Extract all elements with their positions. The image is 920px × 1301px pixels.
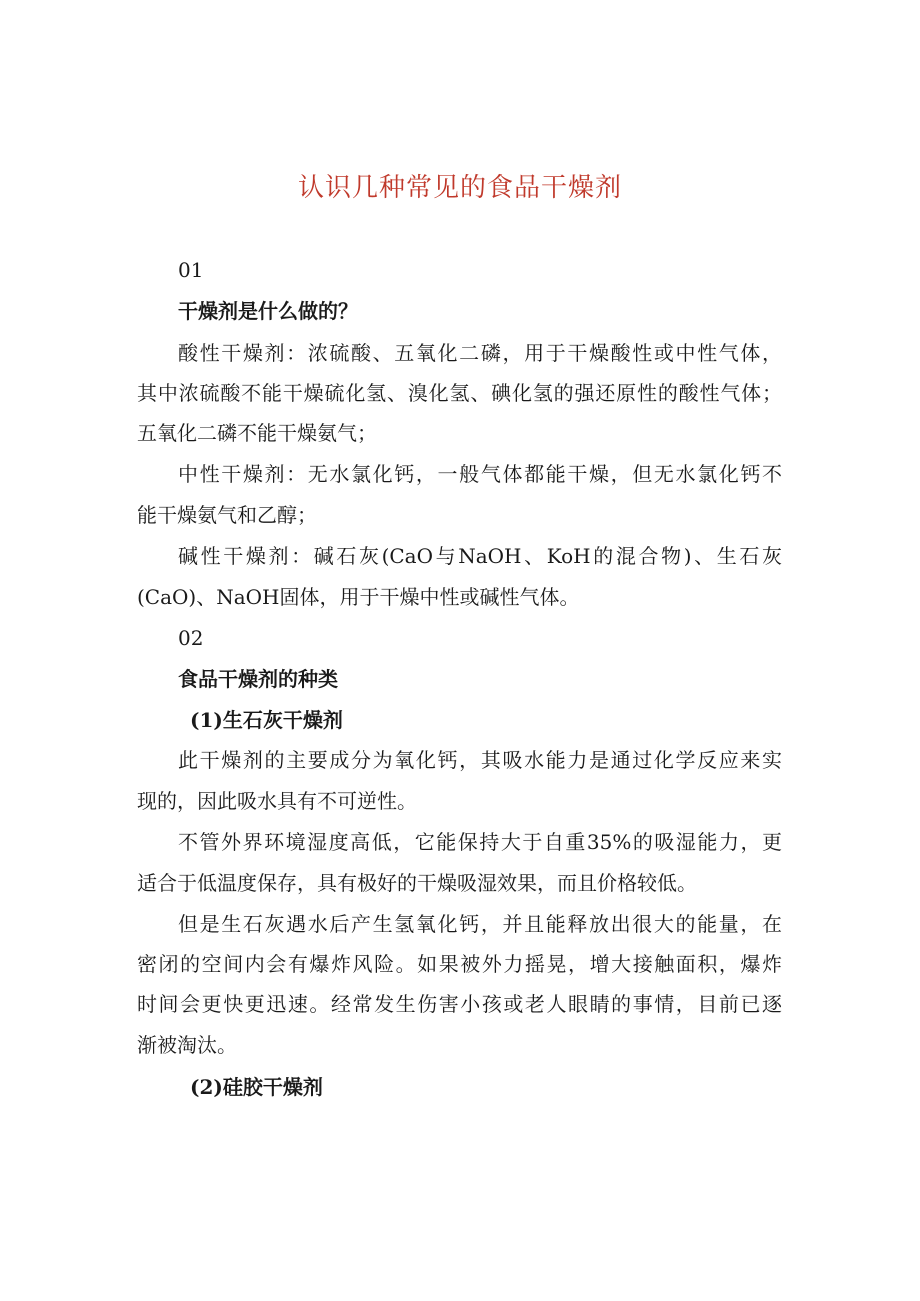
paragraph-line: 时间会更快更迅速。经常发生伤害小孩或老人眼睛的事情，目前已逐 bbox=[137, 992, 782, 1016]
subheading-silica-gel: (2)硅胶干燥剂 bbox=[190, 1075, 323, 1099]
paragraph-line: (CaO)、NaOH固体，用于干燥中性或碱性气体。 bbox=[137, 585, 580, 609]
paragraph-line: 中性干燥剂：无水氯化钙，一般气体都能干燥，但无水氯化钙不 bbox=[178, 462, 782, 486]
paragraph-line: 渐被淘汰。 bbox=[137, 1033, 237, 1057]
paragraph-line: 酸性干燥剂：浓硫酸、五氧化二磷，用于干燥酸性或中性气体， bbox=[178, 341, 782, 365]
paragraph-line: 不管外界环境湿度高低，它能保持大于自重35%的吸湿能力，更 bbox=[178, 830, 782, 854]
section-number-01: 01 bbox=[178, 258, 204, 282]
section-heading-01: 干燥剂是什么做的？ bbox=[178, 299, 358, 323]
subheading-quicklime: (1)生石灰干燥剂 bbox=[190, 708, 343, 732]
paragraph-line: 适合于低温度保存，具有极好的干燥吸湿效果，而且价格较低。 bbox=[137, 871, 697, 895]
paragraph-line: 能干燥氨气和乙醇； bbox=[137, 503, 317, 527]
paragraph-line: 此干燥剂的主要成分为氧化钙，其吸水能力是通过化学反应来实 bbox=[178, 748, 782, 772]
section-number-02: 02 bbox=[178, 626, 204, 650]
section-heading-02: 食品干燥剂的种类 bbox=[178, 667, 338, 691]
paragraph-line: 密闭的空间内会有爆炸风险。如果被外力摇晃，增大接触面积，爆炸 bbox=[137, 952, 782, 976]
document-title: 认识几种常见的食品干燥剂 bbox=[297, 173, 622, 203]
paragraph-line: 现的，因此吸水具有不可逆性。 bbox=[137, 789, 417, 813]
paragraph-line: 碱性干燥剂：碱石灰(CaO与NaOH、KoH的混合物)、生石灰 bbox=[178, 544, 782, 568]
paragraph-line: 其中浓硫酸不能干燥硫化氢、溴化氢、碘化氢的强还原性的酸性气体； bbox=[137, 381, 782, 405]
paragraph-line: 但是生石灰遇水后产生氢氧化钙，并且能释放出很大的能量，在 bbox=[178, 912, 782, 936]
paragraph-line: 五氧化二磷不能干燥氨气； bbox=[137, 421, 377, 445]
